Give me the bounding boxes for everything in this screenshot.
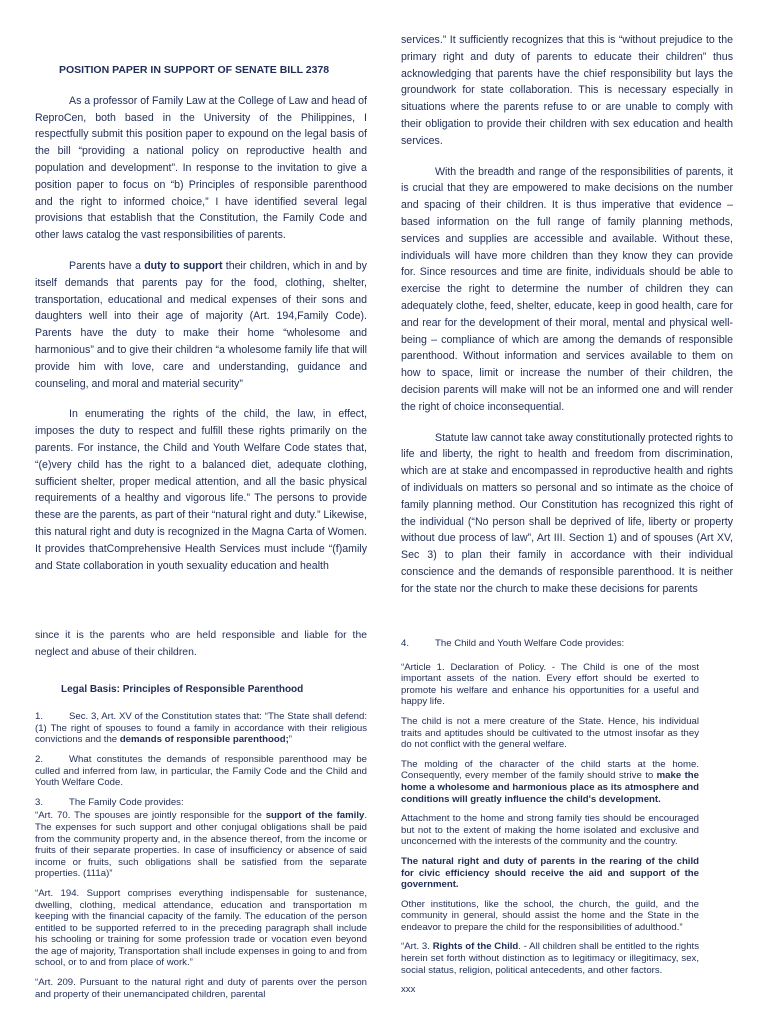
text-run: “Art. 3. — [401, 941, 433, 953]
paragraph-parents-liable: since it is the parents who are held responsible and liable for the neglect and abuse of their children. — [35, 630, 367, 658]
section-heading: Legal Basis: Principles of Responsible Parenthood — [61, 683, 304, 695]
text-run: The Child and Youth Welfare Code provides: — [435, 638, 625, 649]
text-run: . The expenses for such support and other conjugal obligations shall be paid from the community property and, in the absence thereof, from the income or fruits of their separate properties. In case of insufficiency or absence of said income or fruits, such obligations shall be satisfied from the separate properties. (111a)” — [35, 810, 367, 880]
ellipsis-text: xxx — [401, 984, 416, 996]
list-item-3 — [35, 797, 367, 809]
text-run: What constitutes the demands of responsible parenthood may be culled and inferred from law, in particular, the Family Code and the Child and Youth Welfare Code. — [35, 753, 367, 789]
bold-phrase: demands of responsible parenthood; — [119, 734, 289, 746]
quote-art-3 — [401, 941, 699, 976]
quote-article-1: “Article 1. Declaration of Policy. - The Child is one of the most important assets of the nation. Every effort should be exerted to promote his welfare and enhance his opportunities for a useful and happy life. — [401, 661, 699, 708]
quote-art-70 — [35, 810, 367, 880]
paragraph-duty-to-support — [35, 258, 367, 392]
left-column — [35, 628, 367, 1008]
right-column — [401, 638, 699, 1004]
text-run: ” — [288, 734, 292, 746]
bold-phrase: make the home a wholesome and harmonious place as its atmosphere and conditions will greatly influence the child's development. — [401, 770, 700, 805]
text-run: The Family Code provides: — [69, 796, 184, 808]
paragraph-statute-law: Statute law cannot take away constitutionally protected rights to life and liberty, the right to health and freedom from discrimination, which are at stake and encompassed in reproductive health and rights of individuals on matters so personal and so intimate as the choice of family planning method. Our Constitution has recognized this right of the individual (“No person shall be deprived of life, liberty or property without due process of law”, Art III. Section 1) and of spouses (Art XV, Sec 3) to plan their family in accordance with their individual conscience and the demands of responsible parenthood. It is neither for the state nor the church to make these decisions for parents — [401, 431, 733, 595]
bold-phrase: Rights of the Child — [432, 941, 519, 953]
text-run: “Art. 70. The spouses are jointly responsible for the — [35, 810, 266, 822]
list-item-1 — [35, 711, 367, 746]
item-number: 2. — [35, 753, 44, 765]
paragraph-child-creature: The child is not a mere creature of the State. Hence, his individual traits and aptitudes should be cultivated to the utmost insofar as they do not conflict with the general welfare. — [401, 715, 699, 751]
text-run: . - All children shall be entitled to the rights herein set forth without distinction as to legitimacy or illegitimacy, sex, social status, religion, political antecedents, and other factors. — [401, 941, 700, 976]
left-column — [35, 62, 367, 588]
paragraph-services: services.” It sufficiently recognizes that this is “without prejudice to the primary right and duty of parents to educate their children” thus acknowledging that parents have the chief responsibility but lays the groundwork for state collaboration. This is necessary especially in situations where the parents refuse to or are unable to comply with their obligation to provide their children with sex education and health services. — [401, 34, 733, 147]
quote-art-194: “Art. 194. Support comprises everything indispensable for sustenance, dwelling, clothing, medical attendance, education and transportation m keeping with the financial capacity of the family. The education of the person entitled to be supported referred to in the preceding paragraph shall include his schooling or training for some profession trade or vocation even beyond the age of majority, Transportation shall include expenses in going to and from school, or to and from place of work.” — [35, 887, 367, 969]
paragraph-intro: As a professor of Family Law at the College of Law and head of ReproCen, both based in the University of the Philippines, I respectfully submit this position paper to expound on the legal basis of the bill “providing a national policy on reproductive health and population and development”. In response to the invitation to give a position paper to focus on “b) Principles of responsible parenthood and the right to informed choice,” I have identified several legal provisions that establish that the Constitution, the Family Code and other laws catalog the vast responsibilities of parents. — [35, 94, 367, 242]
document-page-2 — [0, 512, 768, 1024]
page-title: POSITION PAPER IN SUPPORT OF SENATE BILL 2378 — [59, 64, 330, 76]
item-number: 4. — [401, 638, 410, 649]
text-run: Parents have a — [69, 259, 145, 272]
item-number: 1. — [35, 711, 44, 723]
paragraph-breadth: With the breadth and range of the responsibilities of parents, it is crucial that they are empowered to make decisions on the number and spacing of their children. It is thus imperative that evidence –based information on the full range of family planning methods, services and supplies are accessible and available. Without these, individuals will have more children than they know they can provide for. Since resources and time are finite, individuals should be able to exercise the right to determine the number of children they can adequately clothe, feed, shelter, educate, keep in good health, care for and rear for the development of their moral, mental and physical well-being – compliance of which are among the demands of responsible parenthood. Without information and services available to them on how to space, limit or increase the number of their children, the decision parents will make will not be an informed one and will render the right of choice inconsequential. — [401, 165, 733, 413]
paragraph-attachment: Attachment to the home and strong family ties should be encouraged but not to the extent of making the home isolated and exclusive and unconcerned with the interests of the community and the country. — [401, 813, 699, 848]
bold-phrase: support of the family — [265, 810, 365, 822]
bold-phrase: duty to support — [144, 259, 223, 272]
text-run: Sec. 3, Art. XV of the Constitution states that: “The State shall defend: (1) The right of spouses to found a family in accordance with their religious convictions and the — [35, 711, 367, 746]
list-item-2 — [35, 754, 367, 789]
text-run: their children, which in and by itself demands that parents pay for the food, clothing, shelter, transportation, educational and medical expenses of their sons and daughters well into their age of majority (Art. 194,Family Code). Parents have the duty to make their home “wholesome and harmonious” and to give their children “a wholesome family life that will provide him with love, care and understanding, guidance and counseling, and moral and material security” — [35, 259, 367, 390]
list-item-4 — [401, 638, 699, 650]
quote-art-209: “Art. 209. Pursuant to the natural right and duty of parents over the person and property of their unemancipated children, parental — [35, 977, 367, 1000]
text-run: The molding of the character of the child starts at the home. Consequently, every member of the family should strive to — [401, 758, 699, 782]
paragraph-molding — [401, 759, 699, 805]
paragraph-natural-right: The natural right and duty of parents in the rearing of the child for civic efficiency should receive the aid and support of the government. — [401, 855, 699, 891]
item-number: 3. — [35, 796, 44, 808]
paragraph-other-institutions: Other institutions, like the school, the church, the guild, and the community in general, should assist the home and the State in the endeavor to prepare the child for the responsibilities of adulthood.” — [401, 898, 699, 933]
paragraph-rights-of-child: In enumerating the rights of the child, the law, in effect, imposes the duty to respect and fulfill these rights primarily on the parents. For instance, the Child and Youth Welfare Code states that, “(e)very child has the right to a balanced diet, adequate clothing, sufficient shelter, proper medical attention, and all the basic physical requirements of a healthy and vigorous life.” The persons to provide these are the parents, as part of their “natural right and duty.” Likewise, this natural right and duty is recognized in the Magna Carta of Women. It provides thatComprehensive Health Services must include “(f)amily and State collaboration in youth sexuality education and health — [35, 408, 367, 572]
